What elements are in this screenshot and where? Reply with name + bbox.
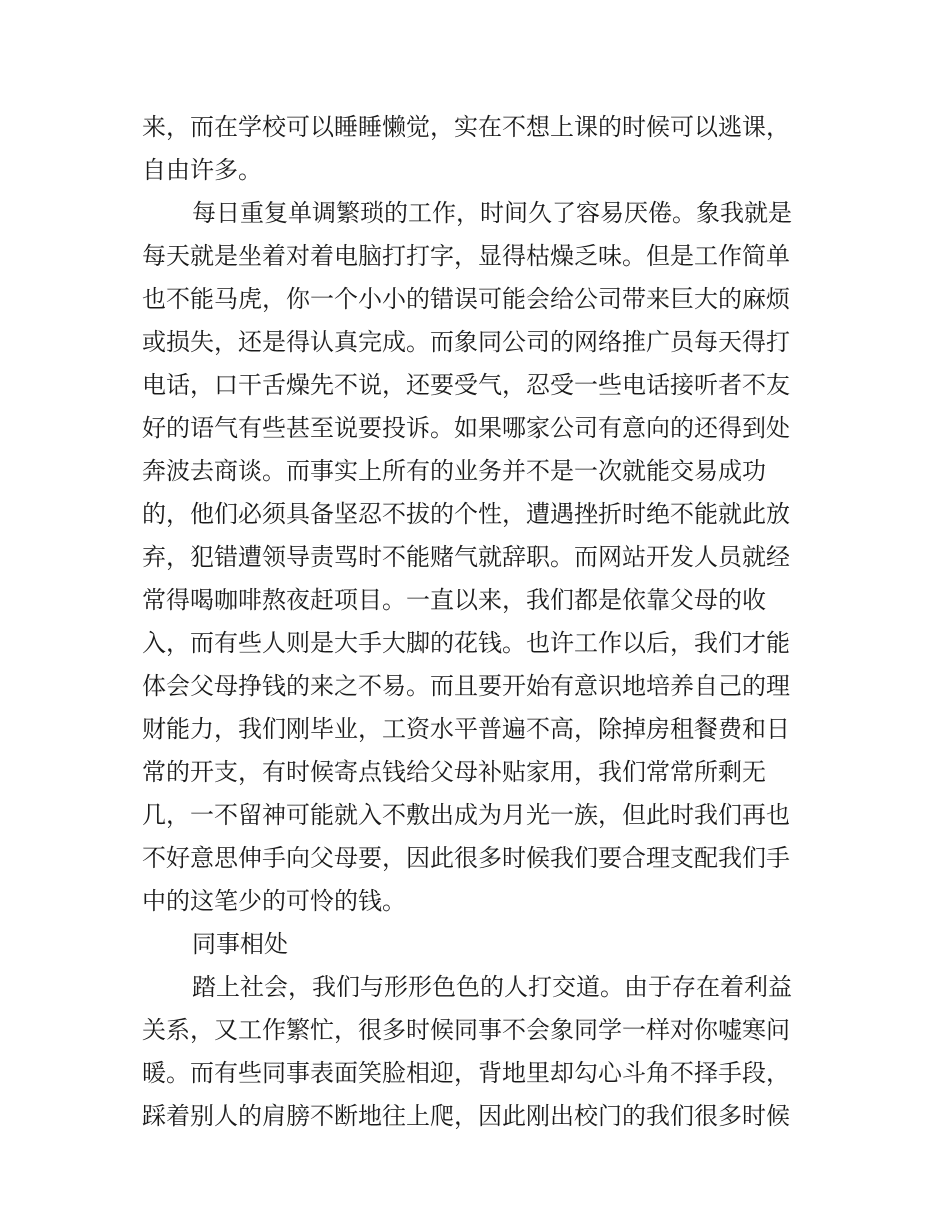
text-line: 的，他们必须具备坚忍不拔的个性，遭遇挫折时绝不能就此放 bbox=[142, 500, 790, 528]
text-line: 入，而有些人则是大手大脚的花钱。也许工作以后，我们才能 bbox=[142, 629, 790, 657]
text-line: 弃，犯错遭领导责骂时不能赌气就辞职。而网站开发人员就经 bbox=[142, 543, 790, 571]
text-line: 踩着别人的肩膀不断地往上爬，因此刚出校门的我们很多时候 bbox=[142, 1102, 790, 1130]
text-line: 常的开支，有时候寄点钱给父母补贴家用，我们常常所剩无 bbox=[142, 758, 766, 786]
section-heading: 同事相处 bbox=[192, 930, 288, 958]
text-line: 电话，口干舌燥先不说，还要受气，忍受一些电话接听者不友 bbox=[142, 371, 790, 399]
paragraph-first-line: 每日重复单调繁琐的工作，时间久了容易厌倦。象我就是 bbox=[192, 199, 792, 227]
text-line: 中的这笔少的可怜的钱。 bbox=[142, 887, 406, 915]
text-line: 好的语气有些甚至说要投诉。如果哪家公司有意向的还得到处 bbox=[142, 414, 790, 442]
text-line: 奔波去商谈。而事实上所有的业务并不是一次就能交易成功 bbox=[142, 457, 766, 485]
text-line: 关系，又工作繁忙，很多时候同事不会象同学一样对你嘘寒问 bbox=[142, 1016, 790, 1044]
text-line: 不好意思伸手向父母要，因此很多时候我们要合理支配我们手 bbox=[142, 844, 790, 872]
text-line: 体会父母挣钱的来之不易。而且要开始有意识地培养自己的理 bbox=[142, 672, 790, 700]
text-line: 自由许多。 bbox=[142, 156, 262, 184]
text-line: 财能力，我们刚毕业，工资水平普遍不高，除掉房租餐费和日 bbox=[142, 715, 790, 743]
text-line: 也不能马虎，你一个小小的错误可能会给公司带来巨大的麻烦 bbox=[142, 285, 790, 313]
text-line: 每天就是坐着对着电脑打打字，显得枯燥乏味。但是工作简单 bbox=[142, 242, 790, 270]
text-line: 几，一不留神可能就入不敷出成为月光一族，但此时我们再也 bbox=[142, 801, 790, 829]
text-line: 暖。而有些同事表面笑脸相迎，背地里却勾心斗角不择手段， bbox=[142, 1059, 790, 1087]
text-line: 常得喝咖啡熬夜赶项目。一直以来，我们都是依靠父母的收 bbox=[142, 586, 766, 614]
text-line: 来，而在学校可以睡睡懒觉，实在不想上课的时候可以逃课， bbox=[142, 113, 790, 141]
text-line: 或损失，还是得认真完成。而象同公司的网络推广员每天得打 bbox=[142, 328, 790, 356]
paragraph-first-line: 踏上社会，我们与形形色色的人打交道。由于存在着利益 bbox=[192, 973, 792, 1001]
